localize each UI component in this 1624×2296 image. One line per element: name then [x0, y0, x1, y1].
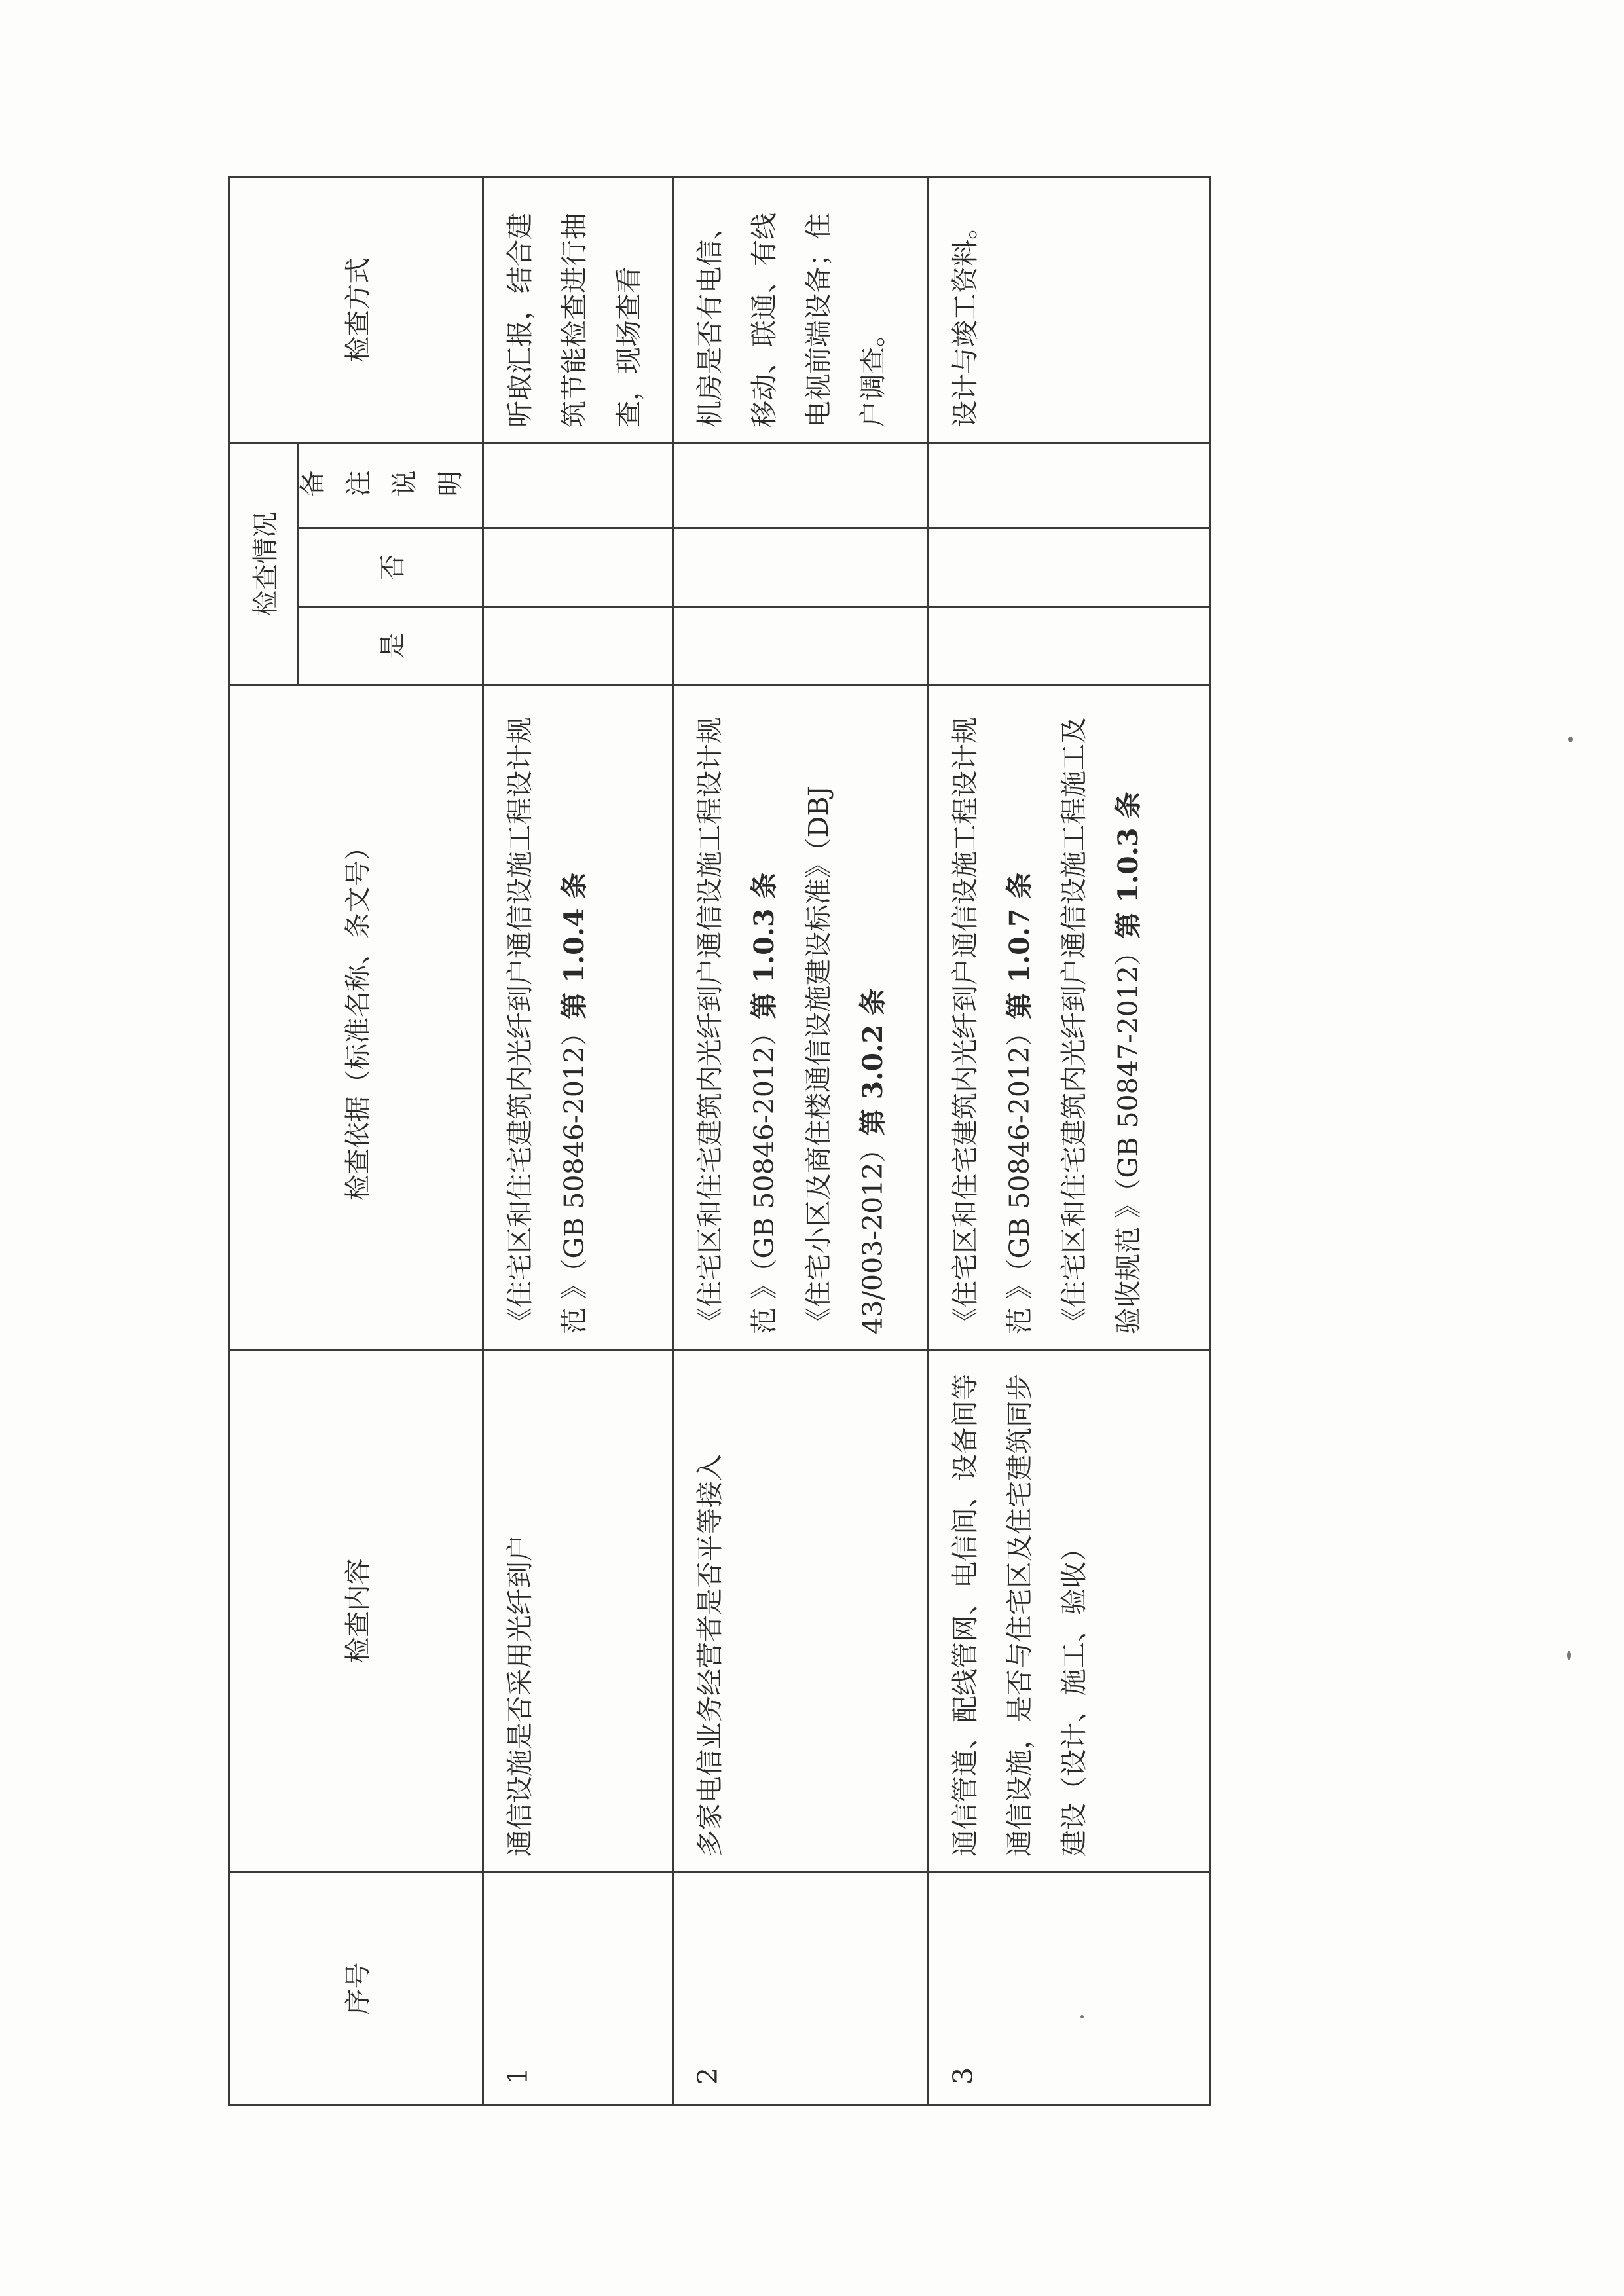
- basis-clause: 第 1.0.3 条: [1113, 792, 1144, 939]
- header-seq: 序号: [229, 1872, 483, 2105]
- basis-text: 《住宅区和住宅建筑内光纤到户通信设施工程设计规范 》（GB 50846-2012）: [504, 717, 590, 1334]
- row-content: 通信管道、配线管网、电信间、设备间等通信设施，是否与住宅区及住宅建筑同步建设（设计、施工、验收）: [929, 1350, 1210, 1872]
- row-method: 设计与竣工资料。: [929, 177, 1210, 443]
- basis-text: 《住宅区和住宅建筑内光纤到户通信设施工程施工及验收规范 》（GB 50847-2012）: [1058, 717, 1144, 1334]
- row-seq: 2: [673, 1872, 929, 2105]
- row-seq: 1: [483, 1872, 673, 2105]
- inspection-table: [228, 176, 1211, 2106]
- row-yes: [483, 607, 673, 685]
- table-row: [929, 177, 1210, 2105]
- basis-clause: 第 3.0.2 条: [857, 988, 889, 1136]
- row-basis: [483, 685, 673, 1350]
- header-note: [298, 443, 483, 528]
- header-note-text: 备注说明: [299, 471, 482, 501]
- basis-clause: 第 1.0.7 条: [1004, 872, 1035, 1019]
- basis-text: 《住宅小区及商住楼通信设施建设标准》（DBJ 43/003-2012）: [803, 786, 889, 1334]
- header-method: 检查方式: [229, 177, 483, 443]
- row-content: 多家电信业务经营者是否平等接入: [673, 1350, 929, 1872]
- row-note: [483, 443, 673, 528]
- row-yes: [673, 607, 929, 685]
- header-content: 检查内容: [229, 1350, 483, 1872]
- scan-speck: [1567, 1651, 1571, 1660]
- row-yes: [929, 607, 1210, 685]
- header-row: [229, 177, 298, 2105]
- row-no: [673, 528, 929, 607]
- row-content: 通信设施是否采用光纤到户: [483, 1350, 673, 1872]
- scan-speck: [1568, 737, 1573, 742]
- row-no: [483, 528, 673, 607]
- basis-text: 《住宅区和住宅建筑内光纤到户通信设施工程设计规范 》（GB 50846-2012）: [694, 717, 780, 1334]
- row-method: 机房是否有电信、移动、联通、有线电视前端设备；住户调查。: [673, 177, 929, 443]
- header-no: 否: [298, 528, 483, 607]
- row-note: [673, 443, 929, 528]
- header-basis: 检查依据（标准名称、条文号）: [229, 685, 483, 1350]
- table-row: [483, 177, 673, 2105]
- row-method: 听取汇报，结合建筑节能检查进行抽查，现场查看: [483, 177, 673, 443]
- basis-clause: 第 1.0.4 条: [559, 872, 590, 1019]
- row-no: [929, 528, 1210, 607]
- row-basis: [673, 685, 929, 1350]
- row-basis: [929, 685, 1210, 1350]
- basis-clause: 第 1.0.3 条: [748, 872, 780, 1019]
- header-yes: 是: [298, 607, 483, 685]
- row-seq: 3: [929, 1872, 1210, 2105]
- header-status: 检查情况: [229, 443, 298, 685]
- table-row: [673, 177, 929, 2105]
- basis-text: 《住宅区和住宅建筑内光纤到户通信设施工程设计规范 》（GB 50846-2012）: [950, 717, 1035, 1334]
- scan-speck: [1080, 2015, 1084, 2018]
- row-note: [929, 443, 1210, 528]
